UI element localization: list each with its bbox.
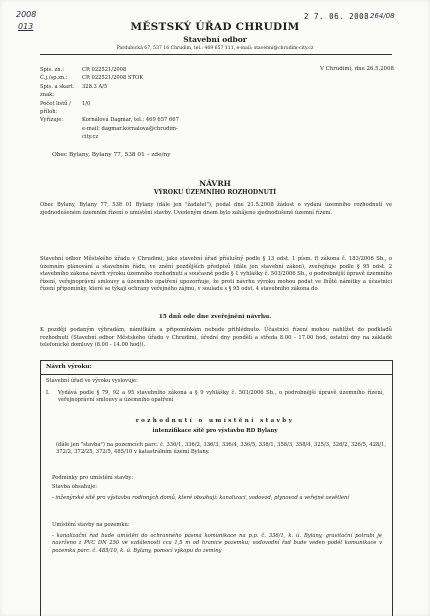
department-name: Stavební odbor: [183, 35, 247, 44]
meta-value: 328.3 A/5: [82, 83, 108, 90]
meta-value: city.cz: [82, 134, 99, 141]
file-metadata: [40, 66, 202, 142]
meta-row: [40, 74, 202, 82]
place-and-date: V Chrudimi, dne 26.5.2008: [320, 66, 394, 72]
meta-row: [40, 66, 202, 74]
project-name: intenzifikace sítě pro výstavbu RD Bylany: [152, 428, 278, 434]
meta-row: [40, 83, 202, 100]
placement-bullet: - kanalizační řad bude umístěn do ochranného pásma komunikace na p.p. č. 336/1, k. ú. Bylany, gravitační potrubí je navrženo z PVC DN 250 ve vzdálenosti cca 1,5 m od hranice pozemku; vodovodní řad bude veden podél komunikace v pozemku parc. č. 485/10, k. ú. Bylany, pomocí výkopu do zeminy: [52, 533, 382, 554]
meta-label: Spis. a skart. znak:: [40, 83, 75, 99]
meta-label: Č.j./sp.zn.:: [40, 75, 68, 82]
placement-heading: Umístění stavby na pozemku:: [52, 522, 130, 528]
recipient-address: Obec Bylany, Bylany 77, 538 01 – zde/ny: [52, 152, 171, 158]
deadline-notice: 15 dnů ode dne zveřejnění návrhu.: [158, 314, 272, 320]
proposal-box-divider: [40, 374, 392, 375]
handwritten-note-number: 013: [18, 22, 34, 31]
meta-label: Spis. zn.:: [40, 67, 64, 73]
intro-paragraph: Obec Bylany, Bylany 77, 538 01 Bylany (dále jen "žadatel"), podal dne 21.5.2008 žádost o vydání územního rozhodnutí ve zjednodušeném územním řízení o umístění stavby. Uvedeným dnem bylo zahájeno zjednodušené územní řízení.: [40, 202, 392, 216]
meta-row: [40, 116, 202, 124]
verdict-intro: Stavební úřad ve výroku vyslovuje:: [46, 378, 138, 384]
legal-basis-paragraph: Stavební odbor Městského úřadu v Chrudimi, jako stavební úřad příslušný podle § 13 odst. 1 písm. f) zákona č. 183/2006 Sb., o územním plánování a stavebním řádu, ve znění pozdějších předpisů (dále jen stavební zákon), zveřejňuje podle § 95 odst. 2 stavebního zákona návrh výroku územního rozhodnutí a současně podle § 1 vyhlášky č. 503/2006 Sb., o podrobnější úpravě územního řízení, veřejnoprávní smlouvy a územního opatření upozorňuje, že proti návrhu výroku mohou podat ve lhůtě námitky a účastníci řízení připomínky, které se týkají ochrany veřejného zájmu, v souladu s § 95 odst. 4 stavebního zákona do: [40, 256, 392, 293]
contents-heading: Stavba obsahuje:: [52, 484, 98, 490]
conditions-heading: Podmínky pro umístění stavby:: [52, 475, 134, 481]
verdict-item-number: I.: [46, 390, 50, 396]
meta-value: 1/0: [82, 100, 91, 107]
meta-row: [40, 133, 202, 141]
meta-value: e-mail: dagmar.kornalova@chrudim-: [82, 125, 178, 132]
inspection-paragraph: K později podaným výhradám, námitkám a připomínkám nebude přihlédnuto. Účastníci řízení mohou nahlížet do podkladů rozhodnutí (Stavební odbor Městského úřadu v Chrudimi, úřední dny pondělí a středa 8.00 - 17.00 hod, ostatní dny na základě telefonické domluvy (8.00 - 14.00 hod)).: [40, 327, 392, 349]
meta-label: Vyřizuje:: [40, 117, 64, 124]
verdict-item-text: Vydává podle § 79, 92 a 95 stavebního zákona a § 9 vyhlášky č. 503/2006 Sb., o podrobnější úpravě územního řízení, veřejnoprávní smlouvy a územního opatření: [58, 390, 384, 404]
contents-bullet: - inženýrské sítě pro výstavbu rodinných domů, které obsahují: kanalizaci, vodovod, plynovod a veřejné osvětlení: [52, 495, 350, 501]
meta-label: [40, 133, 82, 141]
decision-title: rozhodnutí o umístění stavby: [135, 418, 295, 424]
office-title: MĚSTSKÝ ÚŘAD CHRUDIM: [130, 21, 300, 33]
meta-value: CR 022521/2008: [82, 67, 127, 73]
meta-value: Kornálová Dagmar, tel.: 469 657 667: [82, 117, 179, 124]
handwritten-note-reference: 264/08: [370, 12, 395, 20]
meta-value: CR 022521/2008 STOK: [82, 75, 144, 82]
handwritten-note-year: 2008: [16, 10, 37, 19]
parcels-paragraph: (dále jen "stavba") na pozemcích parc. č. 336/1, 336/2, 336/3, 336/4, 336/5, 338/1, 358/3, 358/4, 325/3, 326/2, 326/5, 428/1, 372/2, 372/25, 372/5, 485/10 v katastrálním území Bylany.: [56, 442, 386, 456]
meta-row: [40, 125, 202, 133]
header-divider: [40, 54, 392, 55]
proposal-box-label: Návrh výroku:: [46, 364, 92, 370]
meta-label: Počet listů / příloh:: [40, 100, 71, 116]
received-date-stamp: 2 7. 06. 2008: [304, 12, 370, 21]
document-heading: NÁVRH: [199, 179, 231, 188]
meta-label: [40, 125, 82, 133]
document-subheading: VÝROKU ÚZEMNÍHO ROZHODNUTÍ: [153, 189, 277, 196]
meta-row: [40, 100, 202, 117]
office-address: Pardubická 67, 537 16 Chrudim, tel.: 469 657 111, e-mail: stavebni@chrudim-city.cz: [116, 46, 314, 51]
